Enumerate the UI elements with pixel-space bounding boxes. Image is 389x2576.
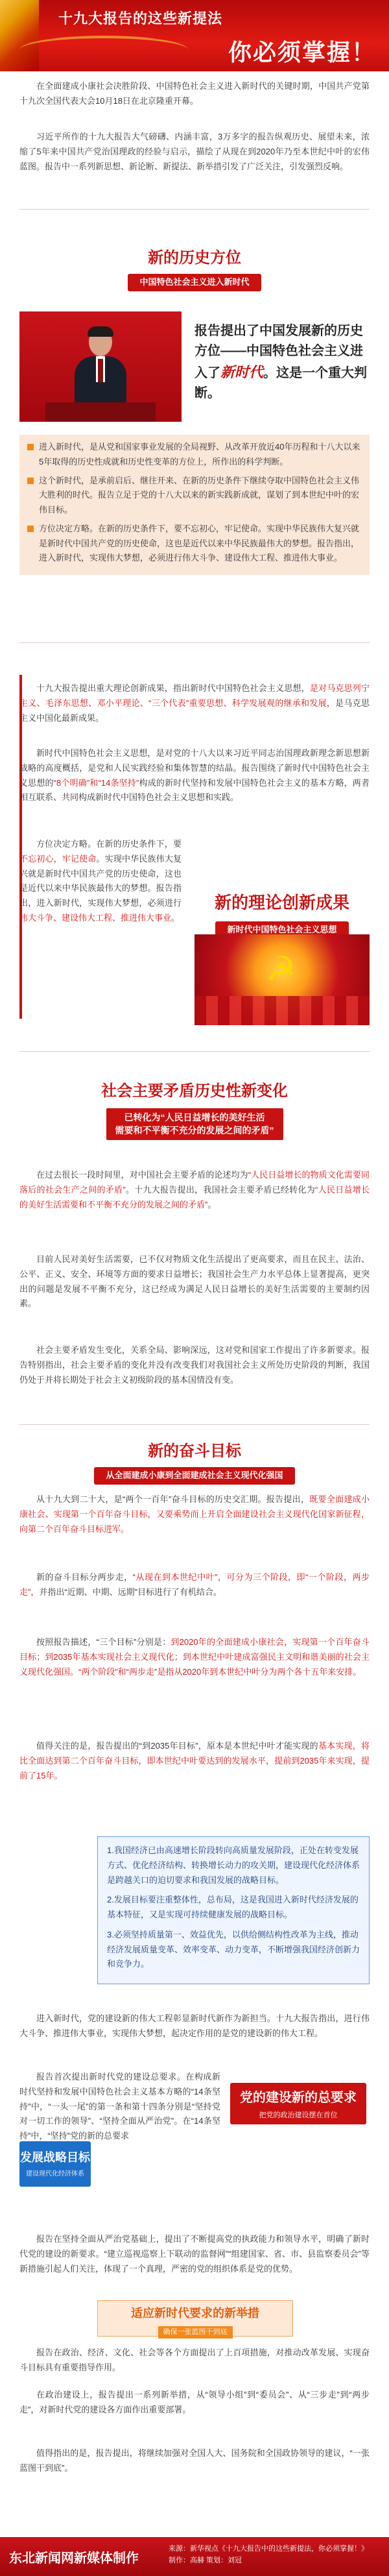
new-measures-title: 适应新时代要求的新举措 — [131, 2307, 259, 2320]
orange-square-icon — [27, 478, 34, 484]
divider — [19, 209, 370, 210]
history-bullet-list — [19, 435, 370, 575]
section-history-heading — [0, 244, 389, 291]
section-history-title: 新的历史方位 — [148, 248, 241, 267]
contradiction-title: 社会主要矛盾历史性新变化 — [101, 1081, 288, 1100]
bullet-item: 这个新时代，是承前启后、继往开来、在新的历史条件下继续夺取中国特色社会主义伟大胜利的时代。报告立足于党的十八大以来的新实践新成就，谋划了到本世纪中叶的宏伟目标。 — [26, 474, 363, 518]
strategy-list — [97, 1836, 370, 1984]
party-paragraph-1: 进入新时代，党的建设新的伟大工程彰显新时代新作为新担当。十九大报告指出，进行伟大斗争、推进伟大事业，实现伟大梦想，起决定作用的是党的建设新的伟大工程。 — [19, 2013, 370, 2038]
measures-paragraph-1: 报告在政治、经济、文化、社会等各个方面提出了上百项措施，对推动改革发展、实现奋斗目标具有重要指导作用。 — [19, 2348, 370, 2372]
measures-paragraph-2: 在政治建设上，报告提出一系列新举措，从“领导小组”到“委员会”、从“三步走”到“两步走”，对新时代党的建设各方面作出重要部署。 — [19, 2390, 370, 2414]
list-item: 2.发展目标要注重整体性，总布局，这是我国进入新时代经济发展的基本特征，又是实现可持续健康发展的战略目标。 — [107, 1895, 359, 1919]
bullet-item: 进入新时代，是从党和国家事业发展的全局视野、从改革开放近40年历程和十八大以来5年取得的历史性成就和历史性变革的方位上，所作出的科学判断。 — [26, 440, 363, 470]
header-title: 十九大报告的这些新提法 — [58, 10, 223, 27]
goal-paragraph-2: 新的奋斗目标分两步走，“从现在到本世纪中叶”，可分为三个阶段，即“一个阶段，两步走”，并指出“近期、中期、远期”目标进行了有机结合。 — [19, 1572, 370, 1597]
header-banner — [0, 0, 389, 71]
header-subtitle: 你必须掌握！ — [228, 39, 376, 66]
party-paragraph-2: 报告首次提出新时代党的建设总要求。在构成新时代坚持和发展中国特色社会主义基本方略的“14条坚持”中，“一头一尾”的第一条和第十四条分别是“坚持党对一切工作的领导”、“坚持全面从严治党”。在“14条坚持”中，“坚持”党的新的总要求 — [19, 2072, 220, 2141]
hammer-sickle-icon: ☭ — [266, 951, 296, 988]
contradiction-paragraph-2: 目前人民对美好生活需要，已不仅对物质文化生活提出了更高要求，而且在民主、法治、公平、正义、安全、环境等方面的要求日益增长；我国社会生产力水平总体上显著提高，更突出的问题是发展不平衡不充分，这已经成为满足人民日益增长的美好生活需要的主要制约因素。 — [19, 1254, 370, 1309]
list-item: 1.我国经济已由高速增长阶段转向高质量发展阶段，正处在转变发展方式、优化经济结构、转换增长动力的攻关期，建设现代化经济体系是跨越关口的迫切要求和我国发展的战略目标。 — [107, 1845, 360, 1885]
theory-paragraph-1: 十九大报告提出重大理论创新成果，指出新时代中国特色社会主义思想，是对马克思列宁主义、毛泽东思想、邓小平理论、“三个代表”重要思想、科学发展观的继承和发展，是马克思主义中国化最新成果。 — [19, 683, 370, 723]
quote-keyword: 新时代 — [220, 364, 264, 381]
theory-title: 新的理论创新成果 — [214, 893, 349, 913]
goal-ribbon: 从全面建成小康到全面建成社会主义现代化强国 — [94, 1467, 294, 1485]
theory-paragraph-2: 新时代中国特色社会主义思想，是对党的十八大以来习近平同志治国理政新理念新思想新战略的高度概括，是党和人民实践经验和集体智慧的结晶。报告围绕了新时代中国特色社会主义思想的“8个明确”和“14条坚持”构成的新时代坚持和发展中国特色社会主义的基本方略，两者相互联系、共同构成新时代中国特色社会主义思想和实践。 — [19, 748, 370, 803]
contradiction-paragraph-3: 社会主要矛盾发生变化，关系全局、影响深远，这对党和国家工作提出了许多新要求。报告特别指出，社会主要矛盾的变化并没有改变我们对我国社会主义所处历史阶段的判断，我国仍处于并将长期处于社会主义初级阶段的基本国情没有变。 — [19, 1345, 370, 1385]
footer-makers: 制作：高赫 策划：刘冠 — [169, 2556, 242, 2564]
contradiction-paragraph-1: 在过去很长一段时间里，对中国社会主要矛盾的论述均为“人民日益增长的物质文化需要同落后的社会生产之间的矛盾”。十九大报告提出，我国社会主要矛盾已经转化为“人民日益增长的美好生活需要和不平衡不充分的发展之间的矛盾”。 — [19, 1170, 370, 1209]
intro-paragraph-2: 习近平所作的十九大报告大气磅礴、内涵丰富，3万多字的报告纵观历史、展望未来，浓缩了5年来中国共产党治国理政的经验与启示，描绘了从现在到2020年乃至本世纪中叶的宏伟蓝图。报告中一系列新思想、新论断、新提法、新举措引发了广泛关注，引发强烈反响。 — [19, 132, 370, 171]
party-tag-title: 党的建设新的总要求 — [240, 2091, 357, 2105]
divider — [19, 1051, 370, 1052]
orange-square-icon — [27, 444, 34, 450]
podium — [45, 402, 156, 422]
footer-banner — [0, 2537, 389, 2576]
goal-title: 新的奋斗目标 — [148, 1441, 241, 1460]
goal-heading — [0, 1437, 389, 1485]
footer-producer: 东北新闻网新媒体制作 — [9, 2551, 139, 2566]
strategy-tag-subtitle: 建设现代化经济体系 — [26, 2170, 84, 2178]
swirl-decoration — [19, 36, 188, 64]
quote-text-end: 。这是一个重大判断。 — [194, 366, 368, 401]
footer-credits — [169, 2544, 383, 2566]
goal-paragraph-3: 按照报告描述，“三个目标”分别是：到2020年的全面建成小康社会，实现第一个百年奋斗目标；到2035年基本实现社会主义现代化；到本世纪中叶建成富强民主文明和谐美丽的社会主义现代化强国。“两个阶段”和“两步走”是指从2020年到本世纪中叶分为两个各十五年来安排。 — [19, 1637, 370, 1677]
new-measures-box — [97, 2300, 293, 2337]
party-paragraph-3: 报告在坚持全面从严治党基础上，提出了不断提高党的执政能力和领导水平，明确了新时代党的建设的新要求。“建立巡视巡察上下联动的监督网”“组建国家、省、市、县监察委员会”等新措施引起人们关注，体现了一个真理，严密的党的组织体系是党的优势。 — [19, 2234, 370, 2274]
goal-paragraph-4: 值得关注的是，报告提出的“到2035年目标”，原本是本世纪中叶才能实现的基本实现，将比全面达到第二个百年奋斗目标，即本世纪中叶要达到的发展水平，提前到2035年来实现，提前了15年。 — [19, 1741, 370, 1780]
theory-paragraph-3: 方位决定方略。在新的历史条件下，要不忘初心，牢记使命。实现中华民族伟大复兴就是新时代中国共产党的历史使命，这也是近代以来中华民族最伟大的梦想。报告指出，进入新时代，实现伟大梦想，必须进行伟大斗争、建设伟大工程、推进伟大事业。 — [19, 839, 182, 923]
divider — [19, 642, 370, 643]
new-era-quote — [194, 321, 373, 404]
divider — [19, 1424, 370, 1425]
contradiction-ribbon: 已转化为“人民日益增长的美好生活 需要和不平衡不充分的发展之间的矛盾” — [106, 1108, 283, 1140]
party-requirements-tag — [230, 2083, 366, 2124]
flag-decoration — [0, 0, 39, 71]
party-tag-subtitle: 把党的政治建设摆在首位 — [259, 2111, 338, 2119]
theory-heading — [188, 889, 376, 938]
party-emblem-photo — [194, 934, 370, 1025]
measures-paragraph-3: 值得指出的是，报告提出，将继续加强对全国人大、国务院和全国政协领导的建议，“一张蓝图干到底”。 — [19, 2448, 370, 2473]
orange-square-icon — [27, 526, 34, 532]
theory-ribbon: 新时代中国特色社会主义思想 — [215, 921, 348, 939]
strategy-tag-title: 发展战略目标 — [20, 2151, 90, 2164]
bullet-item: 方位决定方略。在新的历史条件下，要不忘初心，牢记使命。实现中华民族伟大复兴就是新时代中国共产党的历史使命，这也是近代以来中华民族最伟大的梦想。报告指出，进入新时代，实现伟大梦想，必须进行伟大斗争、建设伟大工程、推进伟大事业。 — [26, 522, 363, 566]
list-item: 3.必须坚持质量第一、效益优先，以供给侧结构性改革为主线，推动经济发展质量变革、效率变革、动力变革，不断增强我国经济创新力和竞争力。 — [107, 1929, 360, 1969]
intro-paragraph-1: 在全面建成小康社会决胜阶段、中国特色社会主义进入新时代的关键时期，中国共产党第十九次全国代表大会10月18日在北京隆重开幕。 — [19, 81, 370, 106]
footer-source: 来源：新华视点《十九大报告中的这些新提法，你必须掌握！》 — [169, 2545, 368, 2553]
section-history-ribbon: 中国特色社会主义进入新时代 — [128, 274, 261, 291]
red-flags-decoration — [194, 996, 370, 1025]
new-measures-subtitle: 确保一张蓝图干到底 — [158, 2326, 233, 2339]
contradiction-heading — [0, 1077, 389, 1140]
president-photo — [19, 311, 182, 422]
quote-text: 报告提出了中国发展新的历史方位——中国特色社会主义进入了 — [194, 324, 363, 380]
strategy-tag — [19, 2141, 91, 2187]
goal-paragraph-1: 从十九大到二十大，是“两个一百年”奋斗目标的历史交汇期。报告提出，既要全面建成小康社会、实现第一个百年奋斗目标，又要乘势而上开启全面建设社会主义现代化国家新征程，向第二个百年奋斗目标进军。 — [19, 1494, 370, 1534]
